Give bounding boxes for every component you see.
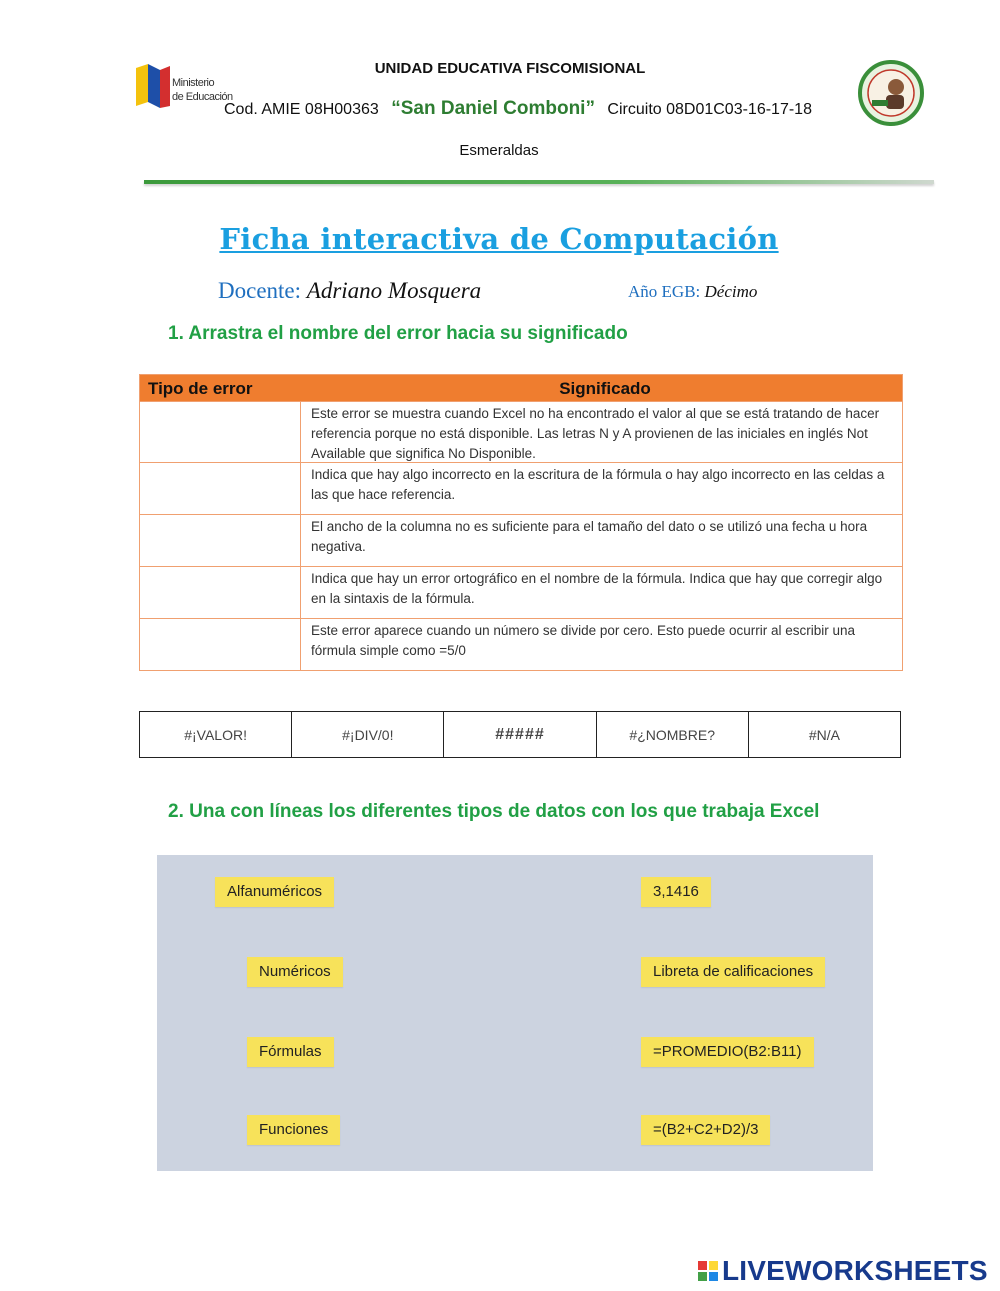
match-left-formulas[interactable]: Fórmulas (247, 1037, 334, 1067)
grade-value: Décimo (704, 282, 758, 301)
table-row (140, 566, 902, 618)
draggable-answers (139, 711, 901, 758)
ministry-text-2: de Educación (172, 91, 233, 103)
match-right-suma[interactable]: =(B2+C2+D2)/3 (641, 1115, 770, 1145)
school-seal (858, 60, 924, 126)
grade-label: Año EGB: (628, 282, 701, 301)
brand-square (709, 1272, 718, 1281)
table-header (140, 375, 902, 401)
header-meaning: Significado (559, 379, 651, 398)
brand-text: LIVEWORKSHEETS (722, 1255, 988, 1286)
brand-square (698, 1272, 707, 1281)
drag-chip-hash[interactable]: ##### (444, 712, 596, 757)
teacher-name: Adriano Mosquera (306, 278, 482, 303)
header-divider (144, 180, 934, 184)
city: Esmeraldas (459, 142, 539, 159)
question-1: 1. Arrastra el nombre del error hacia su significado (168, 323, 628, 344)
match-right-libreta[interactable]: Libreta de calificaciones (641, 957, 825, 987)
teacher-label: Docente: (218, 278, 302, 303)
match-right-promedio[interactable]: =PROMEDIO(B2:B11) (641, 1037, 814, 1067)
match-left-alfanumericos[interactable]: Alfanuméricos (215, 877, 334, 907)
school-seal-icon (858, 60, 924, 126)
meaning-text: El ancho de la columna no es suficiente para el tamaño del dato o se utilizó una fecha u hora negativa. (311, 519, 868, 554)
brand-squares-icon (698, 1261, 718, 1281)
table-row (140, 401, 902, 462)
drop-zone-1[interactable] (140, 402, 301, 462)
question-2: 2. Una con líneas los diferentes tipos de datos con los que trabaja Excel (168, 801, 820, 822)
drop-zone-5[interactable] (140, 619, 301, 670)
table-row (140, 514, 902, 566)
sheet-title: Ficha interactiva de Computación (219, 222, 779, 256)
drag-chip-div0[interactable]: #¡DIV/0! (292, 712, 444, 757)
error-table (139, 374, 903, 671)
match-right-pi[interactable]: 3,1416 (641, 877, 711, 907)
matching-panel (157, 855, 873, 1171)
amie-code: Cod. AMIE 08H00363 (224, 101, 379, 118)
meaning-text: Indica que hay un error ortográfico en el nombre de la fórmula. Indica que hay que corregir algo en la sintaxis de la fórmula. (311, 571, 883, 606)
match-left-numericos[interactable]: Numéricos (247, 957, 343, 987)
drag-chip-na[interactable]: #N/A (808, 726, 840, 743)
meaning-text: Este error aparece cuando un número se divide por cero. Esto puede ocurrir al escribir una fórmula simple como =5/0 (311, 623, 856, 658)
drop-zone-2[interactable] (140, 463, 301, 514)
school-title: “San Daniel Comboni” (391, 98, 595, 119)
table-row (140, 618, 902, 670)
school-name: UNIDAD EDUCATIVA FISCOMISIONAL (374, 60, 646, 77)
drag-chip-nombre[interactable]: #¿NOMBRE? (597, 712, 749, 757)
brand-square (709, 1261, 718, 1270)
brand-square (698, 1261, 707, 1270)
teacher-line (218, 278, 481, 304)
drop-zone-3[interactable] (140, 515, 301, 566)
liveworksheets-logo[interactable] (698, 1256, 988, 1286)
school-code-line (224, 98, 812, 120)
circuit-code: Circuito 08D01C03-16-17-18 (607, 101, 812, 118)
drop-zone-4[interactable] (140, 567, 301, 618)
grade-line (628, 282, 757, 302)
header-error-type: Tipo de error (148, 379, 253, 398)
match-left-funciones[interactable]: Funciones (247, 1115, 340, 1145)
ministry-text-1: Ministerio (172, 77, 215, 89)
table-row (140, 462, 902, 514)
drag-chip-valor[interactable]: #¡VALOR! (140, 712, 292, 757)
meaning-text: Este error se muestra cuando Excel no ha encontrado el valor al que se está tratando de hacer referencia porque no está disponible. Las letras N y A provienen de las iniciales en inglés Not Available que significa No Disponible. (311, 406, 880, 461)
meaning-text: Indica que hay algo incorrecto en la escritura de la fórmula o hay algo incorrecto en las celdas a las que hace referencia. (311, 467, 885, 502)
